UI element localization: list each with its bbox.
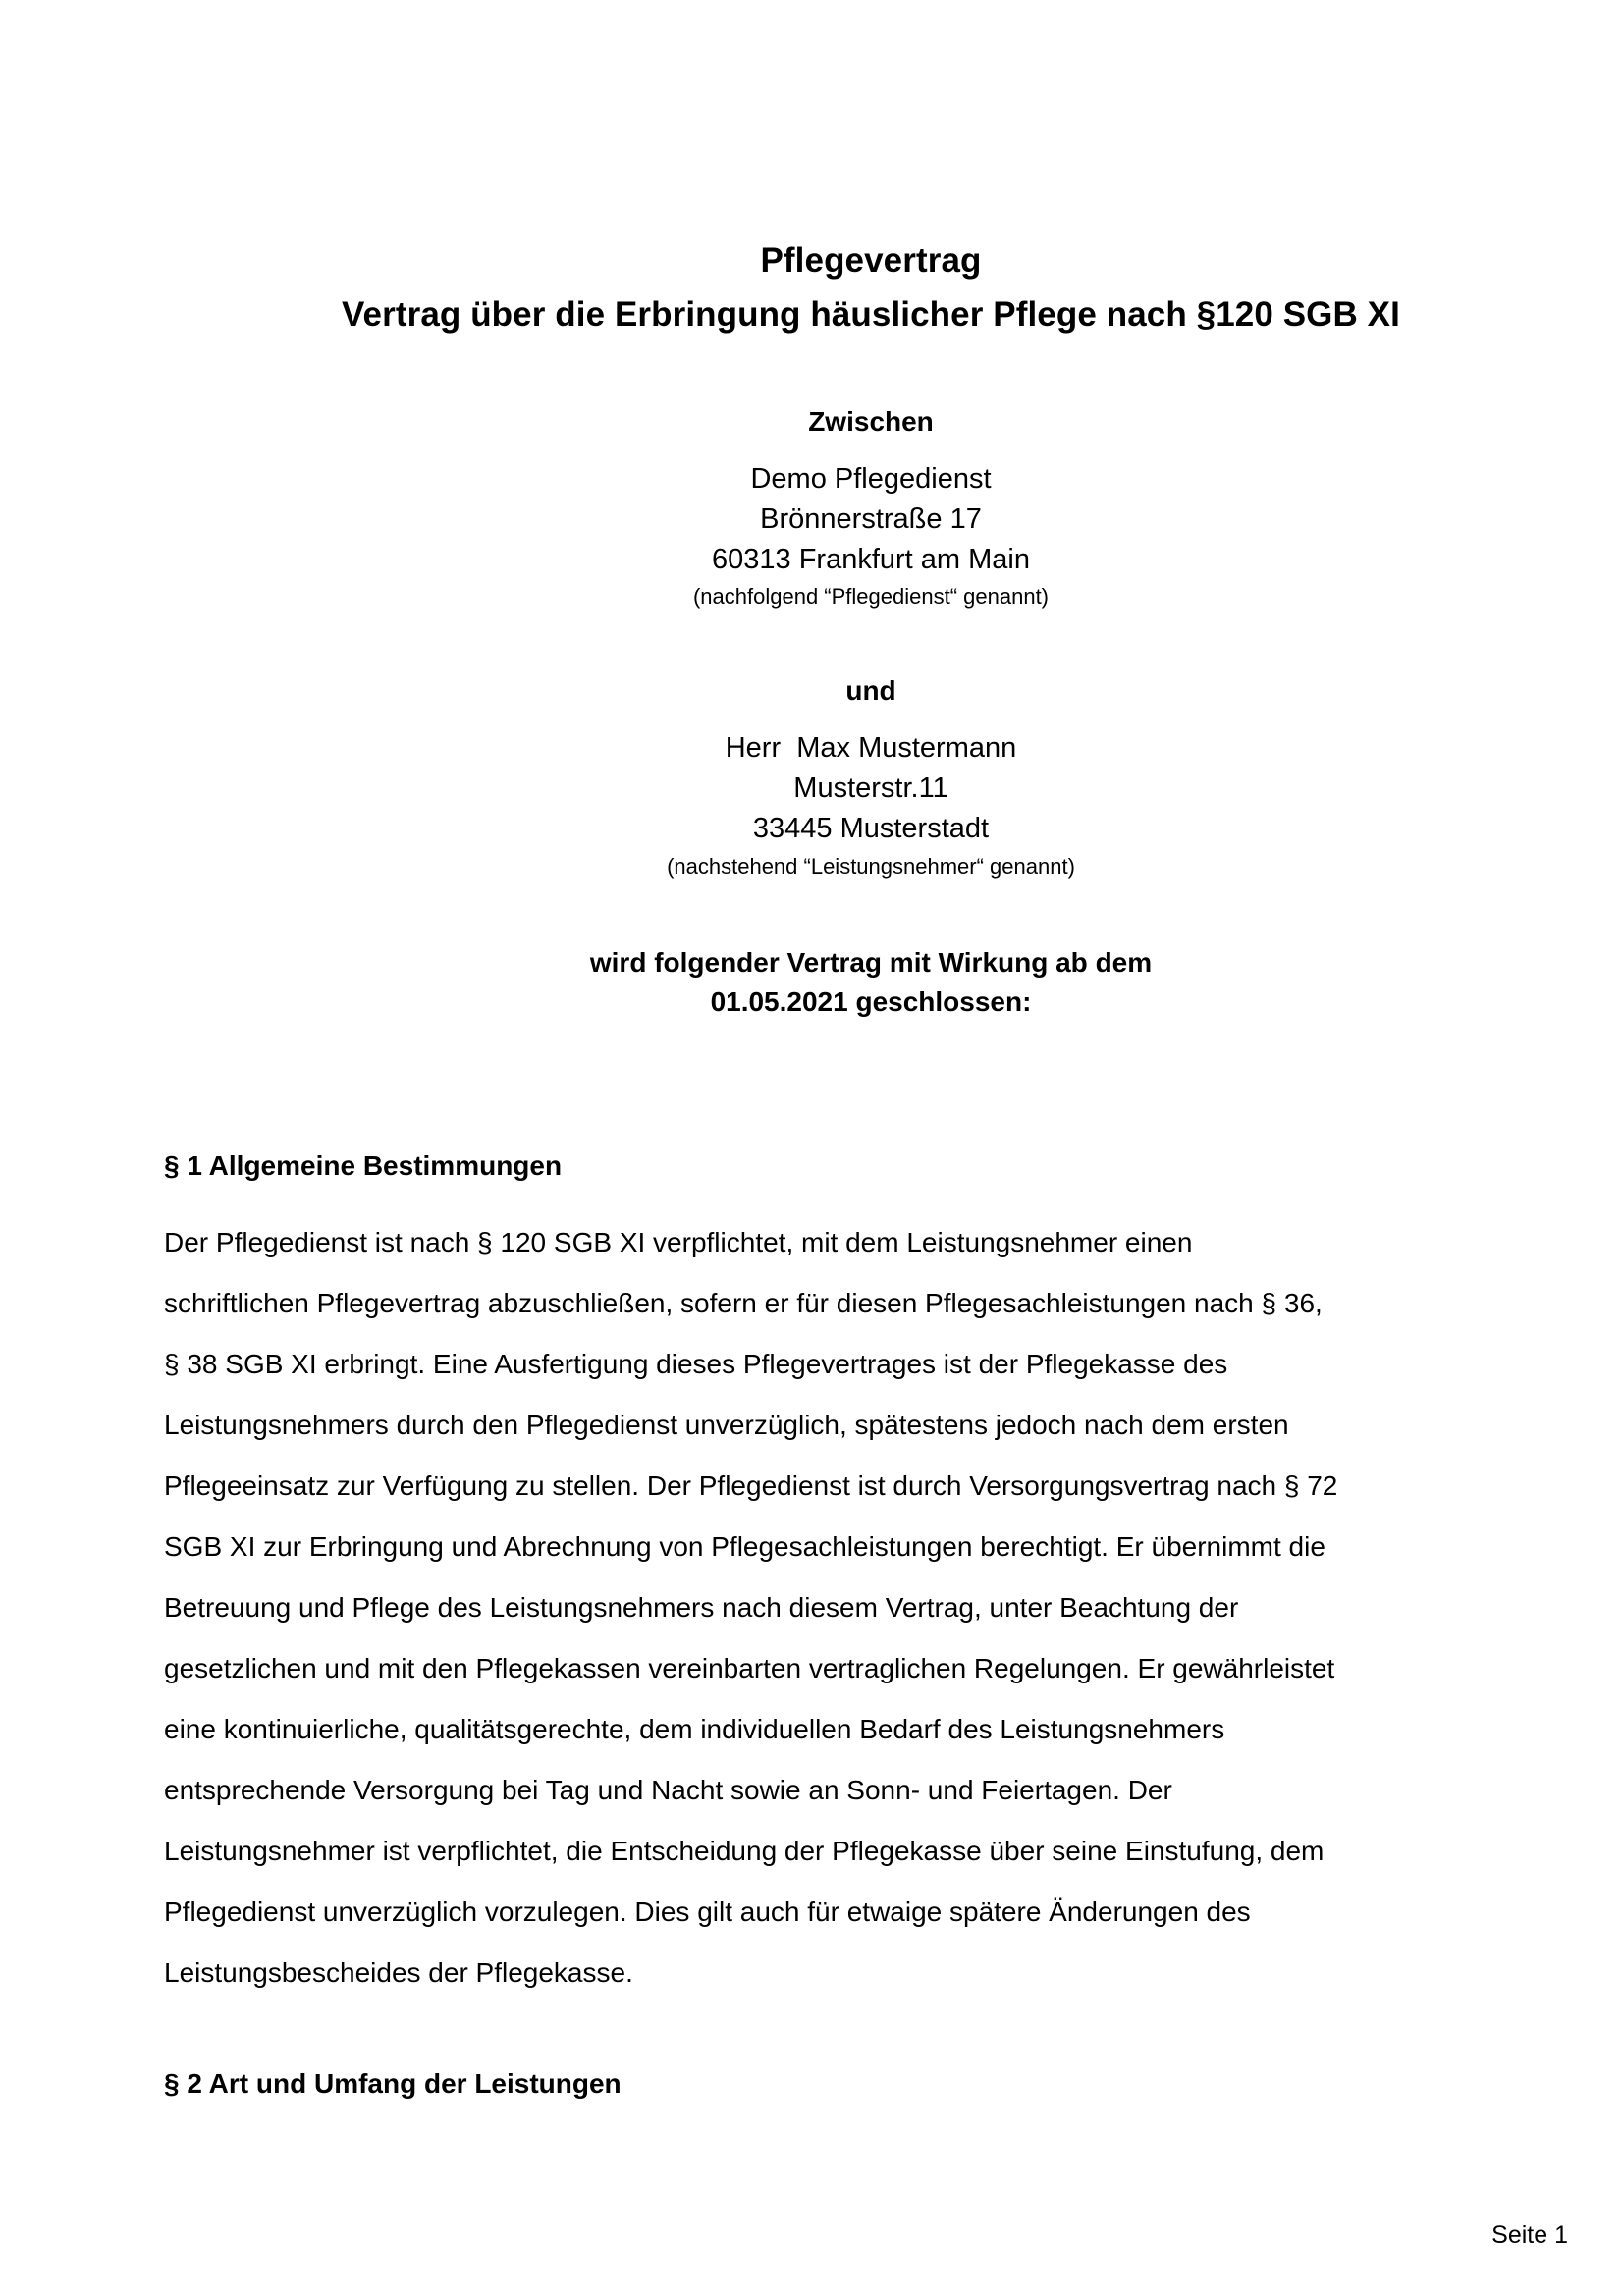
conjunction-label: und (845, 675, 896, 707)
page-footer: Seite 1 (1491, 2220, 1568, 2249)
provider-label: Zwischen (808, 406, 934, 438)
spacer-before-section-2 (164, 2003, 1578, 2064)
client-city: 33445 Musterstadt (752, 813, 990, 845)
provider-city: 60313 Frankfurt am Main (712, 544, 1030, 576)
paragraph-line: Pflegeeinsatz zur Verfügung zu stellen. Der Pflegedienst ist durch Versorgungsvertrag nach § 72 (164, 1469, 1338, 1501)
paragraph-line: Leistungsbescheides der Pflegekasse. (164, 1956, 633, 1988)
provider-street: Brönnerstraße 17 (760, 504, 982, 536)
provider-note: (nachfolgend “Pflegedienst“ genannt) (692, 584, 1050, 610)
paragraph-line: entsprechende Versorgung bei Tag und Nacht sowie an Sonn- und Feiertagen. Der (164, 1774, 1172, 1805)
provider-name: Demo Pflegedienst (750, 462, 992, 495)
section-1 (164, 1147, 1578, 2003)
section-2-heading: § 2 Art und Umfang der Leistungen (164, 2067, 622, 2099)
paragraph-line: § 38 SGB XI erbringt. Eine Ausfertigung dieses Pflegevertrages ist der Pflegekasse des (164, 1348, 1228, 1379)
paragraph-line: Pflegedienst unverzüglich vorzulegen. Dies gilt auch für etwaige spätere Änderungen des (164, 1896, 1251, 1927)
effective-line-2: 01.05.2021 geschlossen: (710, 987, 1032, 1018)
section-2 (164, 2064, 1578, 2103)
paragraph-line: schriftlichen Pflegevertrag abzuschließen, sofern er für diesen Pflegesachleistungen nach § 36, (164, 1287, 1323, 1318)
spacer-before-section-1 (164, 1023, 1578, 1147)
paragraph-line: Betreuung und Pflege des Leistungsnehmers nach diesem Vertrag, unter Beachtung der (164, 1591, 1239, 1623)
client-name: Herr Max Mustermann (725, 732, 1017, 765)
spacer-provider-label (164, 443, 1578, 459)
spacer-before-provider (164, 338, 1578, 402)
section-1-heading: § 1 Allgemeine Bestimmungen (164, 1149, 563, 1181)
page-title: Pflegevertrag (760, 241, 982, 280)
spacer-before-client (164, 613, 1578, 671)
spacer-conjunction (164, 712, 1578, 728)
effective-line-1: wird folgender Vertrag mit Wirkung ab dem (589, 946, 1153, 978)
provider-party-block (164, 402, 1578, 613)
client-party-block (164, 671, 1578, 881)
paragraph-line: SGB XI zur Erbringung und Abrechnung von Pflegesachleistungen berechtigt. Er übernimmt die (164, 1530, 1325, 1562)
paragraph-line: Leistungsnehmers durch den Pflegedienst unverzüglich, spätestens jedoch nach dem ersten (164, 1409, 1289, 1440)
spacer-before-effective (164, 882, 1578, 943)
paragraph-line: eine kontinuierliche, qualitätsgerechte, dem individuellen Bedarf des Leistungsnehmers (164, 1713, 1225, 1744)
client-note: (nachstehend “Leistungsnehmer“ genannt) (667, 853, 1075, 879)
paragraph-line: Der Pflegedienst ist nach § 120 SGB XI verpflichtet, mit dem Leistungsnehmer einen (164, 1226, 1193, 1257)
page-subtitle: Vertrag über die Erbringung häuslicher Pflege nach §120 SGB XI (342, 295, 1400, 335)
document-content (164, 0, 1578, 2103)
client-street: Musterstr.11 (793, 773, 948, 805)
effective-date-block (164, 943, 1578, 1023)
section-1-paragraph (164, 1185, 1578, 2003)
paragraph-line: gesetzlichen und mit den Pflegekassen vereinbarten vertraglichen Regelungen. Er gewährleistet (164, 1652, 1335, 1683)
paragraph-line: Leistungsnehmer ist verpflichtet, die Entscheidung der Pflegekasse über seine Einstufung, dem (164, 1835, 1325, 1866)
